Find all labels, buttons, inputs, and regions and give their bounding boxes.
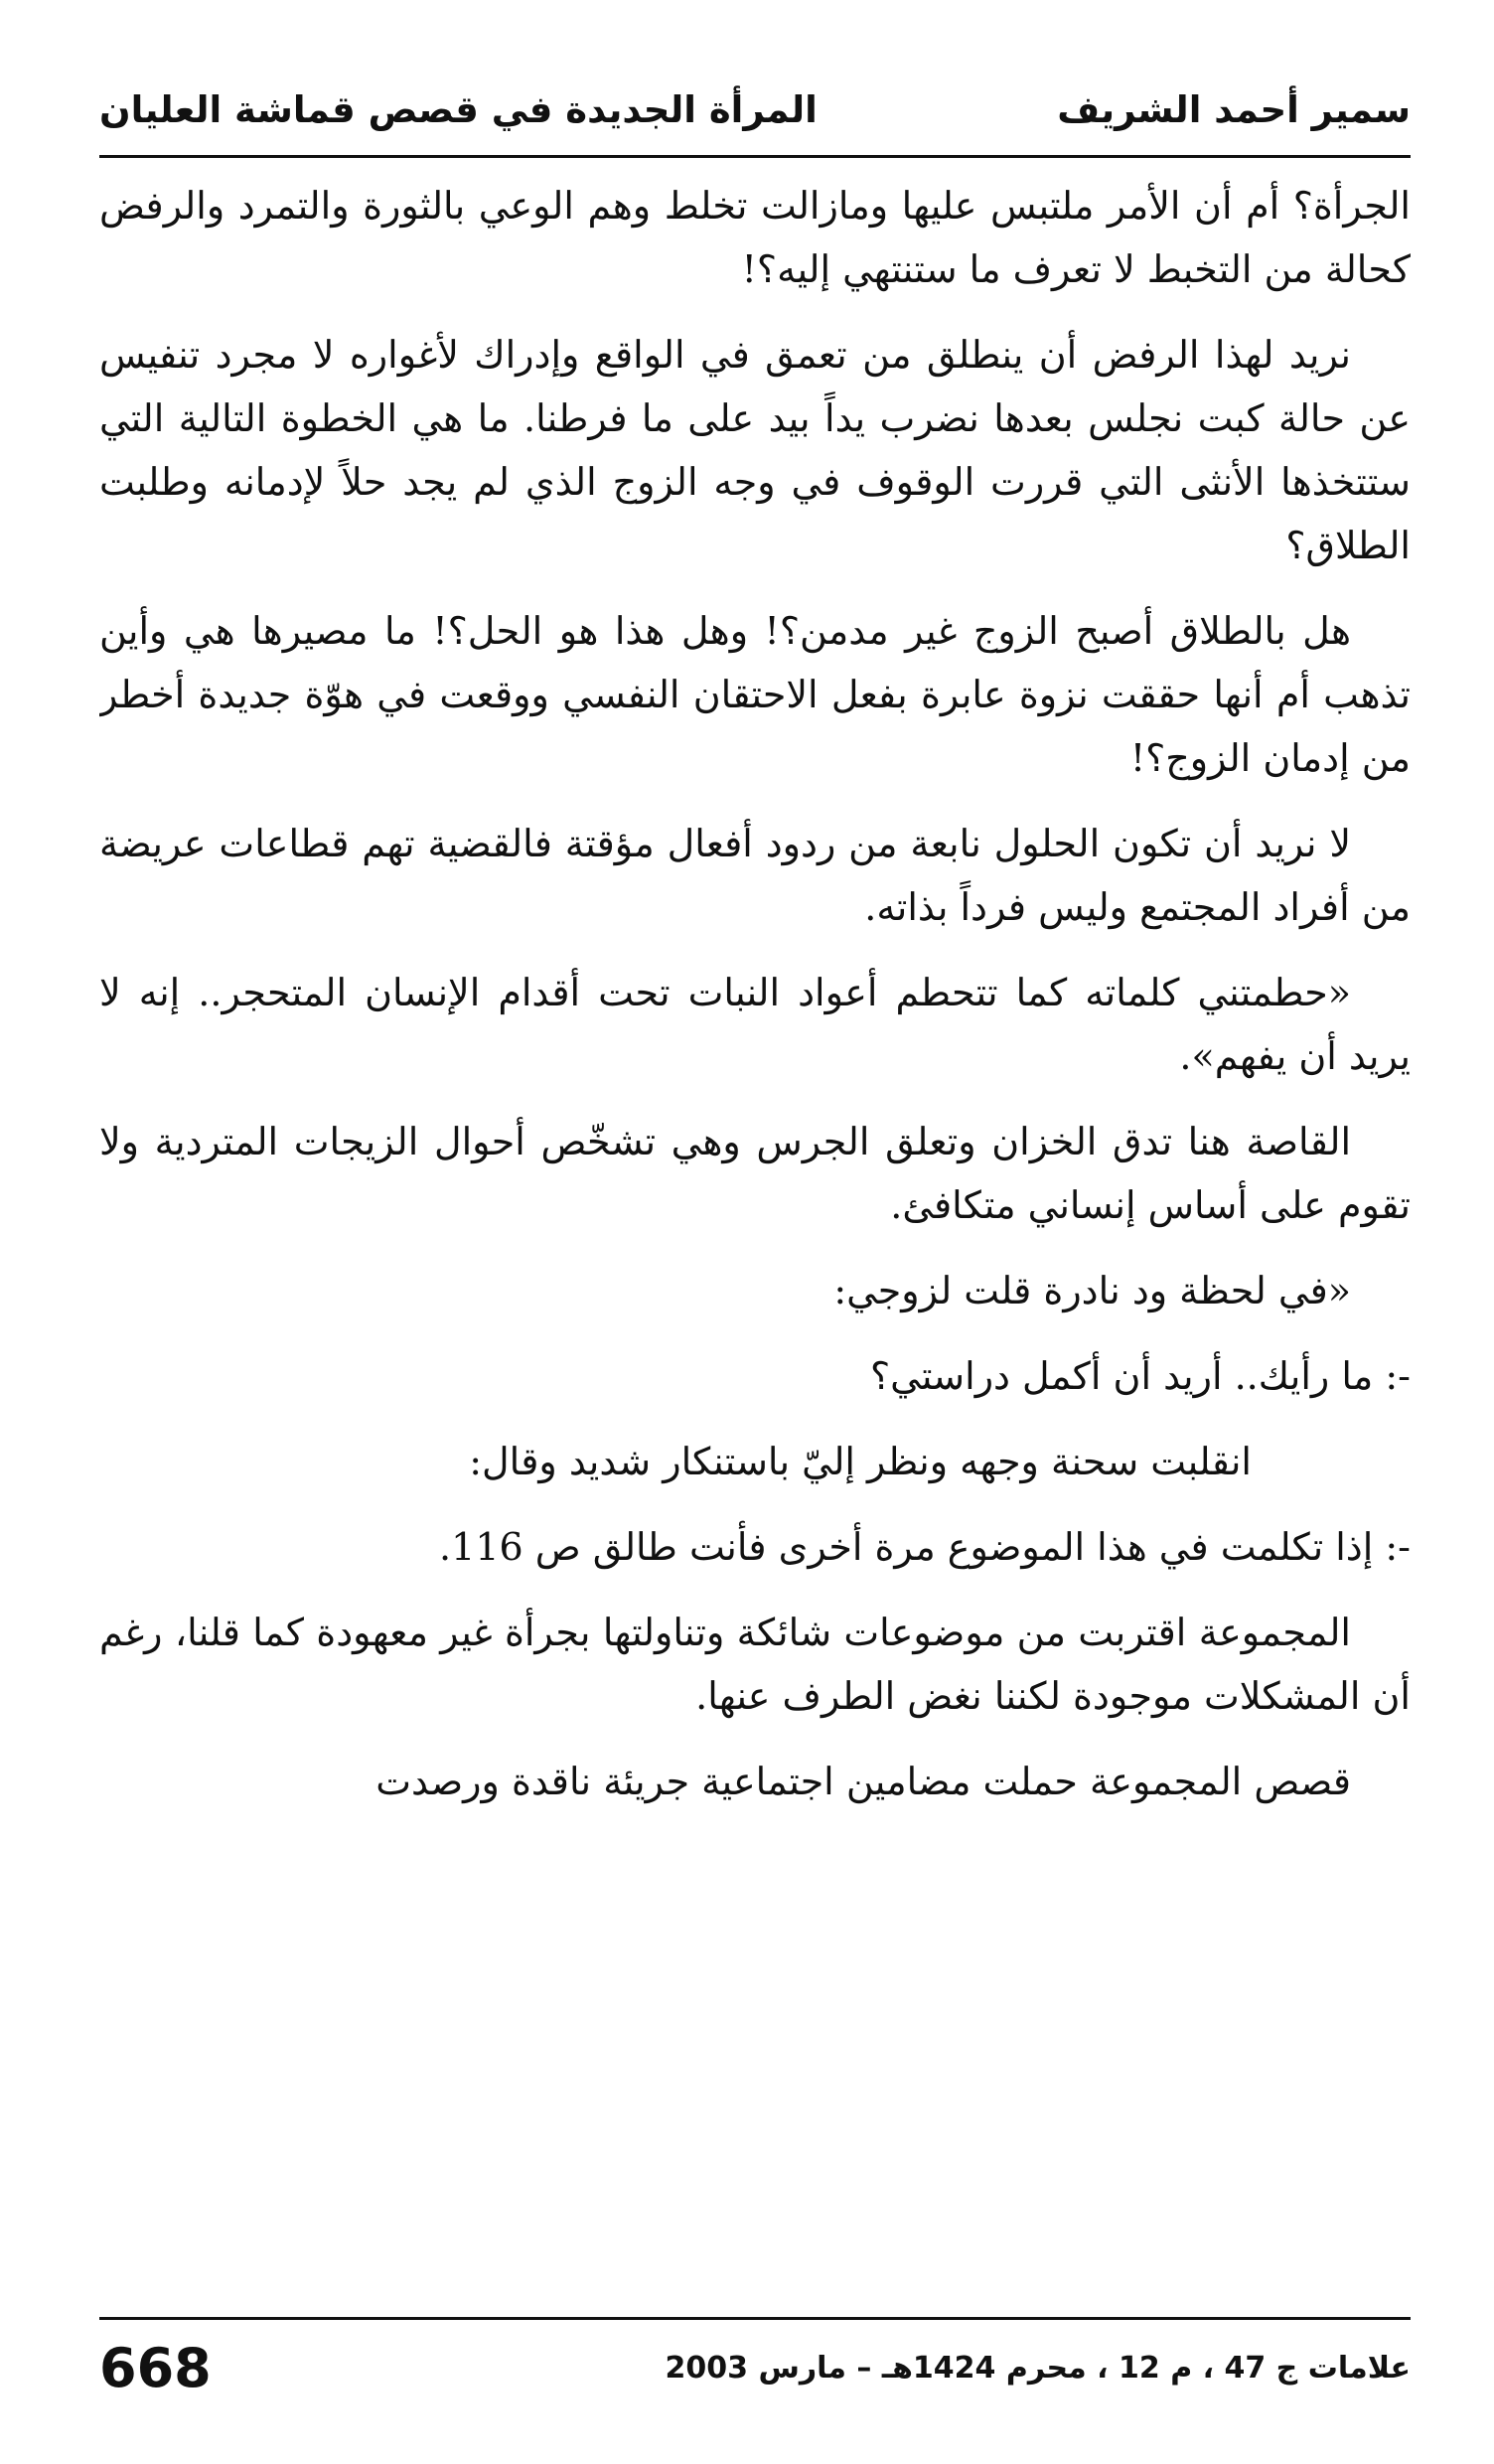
quote-line: «في لحظة ود نادرة قلت لزوجي:	[833, 1269, 1351, 1312]
footer-rule	[99, 2317, 1411, 2320]
paragraph-continuation: الجرأة؟ أم أن الأمر ملتبس عليها ومازالت تخلط وهم الوعي بالثورة والتمرد والرفض كحالة من التخبط لا تعرف ما ستنتهي إليه؟!	[99, 184, 1411, 291]
dialog-line: -: إذا تكلمت في هذا الموضوع مرة أخرى فأنت طالق ص 116.	[439, 1525, 1411, 1569]
article-body	[99, 174, 1411, 2300]
paragraph: نريد لهذا الرفض أن ينطلق من تعمق في الواقع وإدراك لأغواره لا مجرد تنفيس عن حالة كبت نجلس بعدها نضرب يداً بيد على ما فرطنا. ما هي الخطوة التالية التي ستتخذها الأنثى التي قررت الوقوف في وجه الزوج الذي لم يجد حلاً لإدمانه وطلبت الطلاق؟	[99, 333, 1411, 567]
journal-page	[99, 70, 1411, 2399]
paragraph: القاصة هنا تدق الخزان وتعلق الجرس وهي تشخّص أحوال الزيجات المتردية ولا تقوم على أساس إنساني متكافئ.	[99, 1120, 1411, 1227]
narration-line: انقلبت سحنة وجهه ونظر إليّ باستنكار شديد وقال:	[469, 1440, 1252, 1483]
paragraph: قصص المجموعة حملت مضامين اجتماعية جريئة ناقدة ورصدت	[375, 1760, 1351, 1803]
running-footer	[99, 2333, 1411, 2402]
paragraph: المجموعة اقتربت من موضوعات شائكة وتناولتها بجرأة غير معهودة كما قلنا، رغم أن المشكلات موجودة لكننا نغض الطرف عنها.	[99, 1611, 1411, 1718]
issue-info: علامات ج 47 ، م 12 ، محرم 1424هـ – مارس 2003	[665, 2350, 1411, 2386]
running-header	[99, 70, 1411, 149]
dialog-line: -: ما رأيك.. أريد أن أكمل دراستي؟	[870, 1354, 1411, 1398]
article-title: المرأة الجديدة في قصص قماشة العليان	[99, 87, 818, 131]
author-name: سمير أحمد الشريف	[1057, 87, 1411, 131]
quote-paragraph: «حطمتني كلماته كما تتحطم أعواد النبات تحت أقدام الإنسان المتحجر.. إنه لا يريد أن يفهم».	[99, 971, 1411, 1078]
paragraph: لا نريد أن تكون الحلول نابعة من ردود أفعال مؤقتة فالقضية تهم قطاعات عريضة من أفراد المجتمع وليس فرداً بذاته.	[99, 822, 1411, 929]
header-rule	[99, 155, 1411, 158]
paragraph: هل بالطلاق أصبح الزوج غير مدمن؟! وهل هذا هو الحل؟! ما مصيرها هي وأين تذهب أم أنها حققت نزوة عابرة بفعل الاحتقان النفسي ووقعت في هوّة جديدة أخطر من إدمان الزوج؟!	[99, 609, 1411, 780]
page-number: 668	[99, 2336, 212, 2399]
